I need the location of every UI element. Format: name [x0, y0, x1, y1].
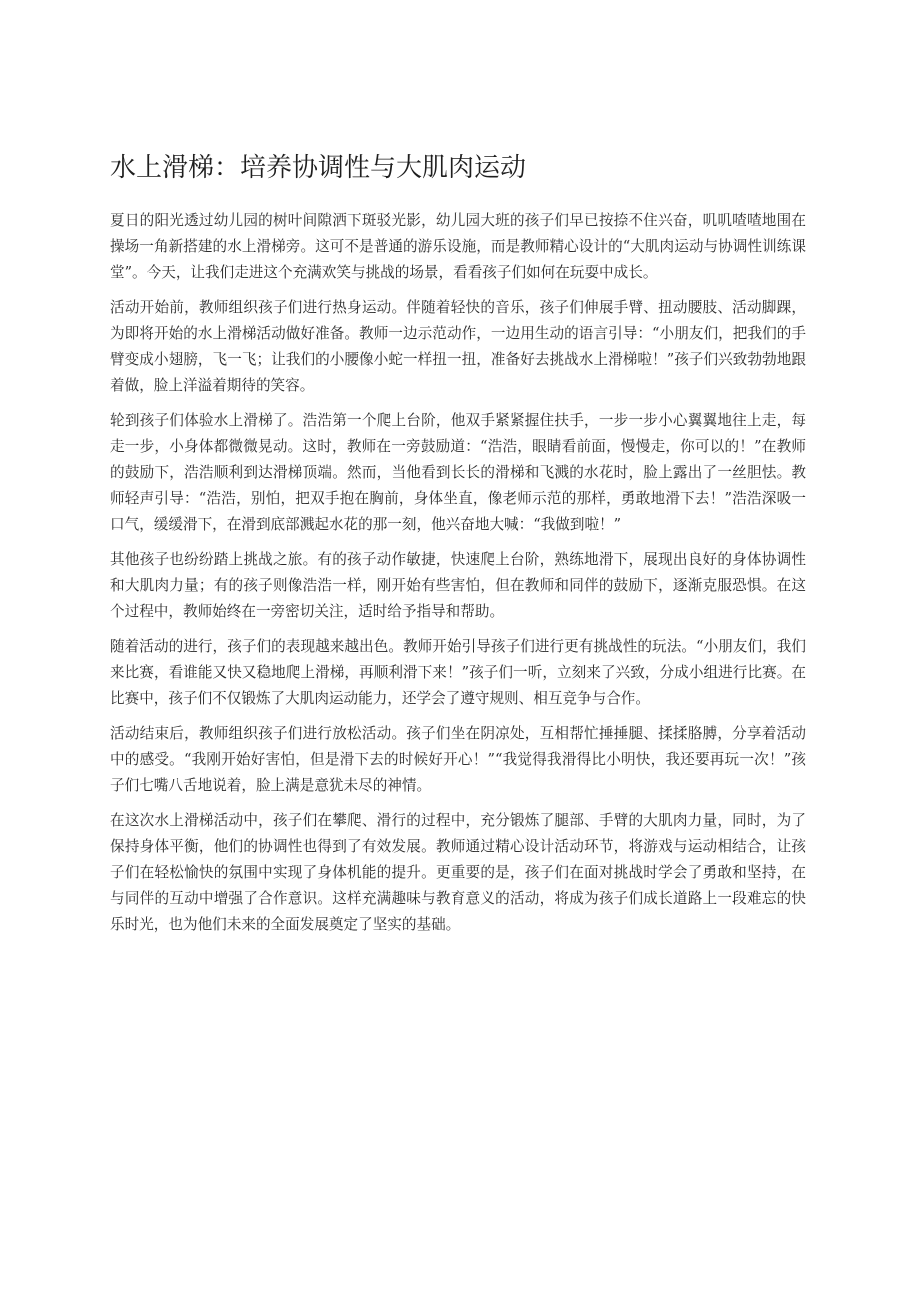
- document-title: 水上滑梯：培养协调性与大肌肉运动: [110, 153, 527, 183]
- paragraph-warmup: 活动开始前，教师组织孩子们进行热身运动。伴随着轻快的音乐，孩子们伸展手臂、扭动腰肢、活动脚踝，为即将开始的水上滑梯活动做好准备。教师一边示范动作，一边用生动的语言引导：“小朋友们，把我们的手臂变成小翅膀，飞一飞；让我们的小腰像小蛇一样扭一扭，准备好去挑战水上滑梯啦！”孩子们兴致勃勃地跟着做，脸上洋溢着期待的笑容。: [110, 299, 806, 394]
- paragraph-conclusion: 在这次水上滑梯活动中，孩子们在攀爬、滑行的过程中，充分锻炼了腿部、手臂的大肌肉力量，同时，为了保持身体平衡，他们的协调性也得到了有效发展。教师通过精心设计活动环节，将游戏与运动相结合，让孩子们在轻松愉快的氛围中实现了身体机能的提升。更重要的是，孩子们在面对挑战时学会了勇敢和坚持，在与同伴的互动中增强了合作意识。这样充满趣味与教育意义的活动，将成为孩子们成长道路上一段难忘的快乐时光，也为他们未来的全面发展奠定了坚实的基础。: [110, 812, 806, 933]
- document-page: [110, 150, 806, 947]
- paragraph-others: 其他孩子也纷纷踏上挑战之旅。有的孩子动作敏捷，快速爬上台阶，熟练地滑下，展现出良好的身体协调性和大肌肉力量；有的孩子则像浩浩一样，刚开始有些害怕，但在教师和同伴的鼓励下，逐渐克服恐惧。在这个过程中，教师始终在一旁密切关注，适时给予指导和帮助。: [110, 551, 806, 620]
- paragraph-competition: 随着活动的进行，孩子们的表现越来越出色。教师开始引导孩子们进行更有挑战性的玩法。“小朋友们，我们来比赛，看谁能又快又稳地爬上滑梯，再顺利滑下来！”孩子们一听，立刻来了兴致，分成小组进行比赛。在比赛中，孩子们不仅锻炼了大肌肉运动能力，还学会了遵守规则、相互竞争与合作。: [110, 638, 806, 707]
- paragraph-haohao: 轮到孩子们体验水上滑梯了。浩浩第一个爬上台阶，他双手紧紧握住扶手，一步一步小心翼翼地往上走，每走一步，小身体都微微晃动。这时，教师在一旁鼓励道：“浩浩，眼睛看前面，慢慢走，你可以的！”在教师的鼓励下，浩浩顺利到达滑梯顶端。然而，当他看到长长的滑梯和飞溅的水花时，脸上露出了一丝胆怯。教师轻声引导：“浩浩，别怕，把双手抱在胸前，身体坐直，像老师示范的那样，勇敢地滑下去！”浩浩深吸一口气，缓缓滑下，在滑到底部溅起水花的那一刻，他兴奋地大喊：“我做到啦！”: [110, 412, 806, 533]
- paragraph-intro: 夏日的阳光透过幼儿园的树叶间隙洒下斑驳光影，幼儿园大班的孩子们早已按捺不住兴奋，叽叽喳喳地围在操场一角新搭建的水上滑梯旁。这可不是普通的游乐设施，而是教师精心设计的“大肌肉运动与协调性训练课堂”。今天，让我们走进这个充满欢笑与挑战的场景，看看孩子们如何在玩耍中成长。: [110, 212, 806, 281]
- paragraph-relax: 活动结束后，教师组织孩子们进行放松活动。孩子们坐在阴凉处，互相帮忙捶捶腿、揉揉胳膊，分享着活动中的感受。“我刚开始好害怕，但是滑下去的时候好开心！”“我觉得我滑得比小明快，我还要再玩一次！”孩子们七嘴八舌地说着，脸上满是意犹未尽的神情。: [110, 725, 806, 794]
